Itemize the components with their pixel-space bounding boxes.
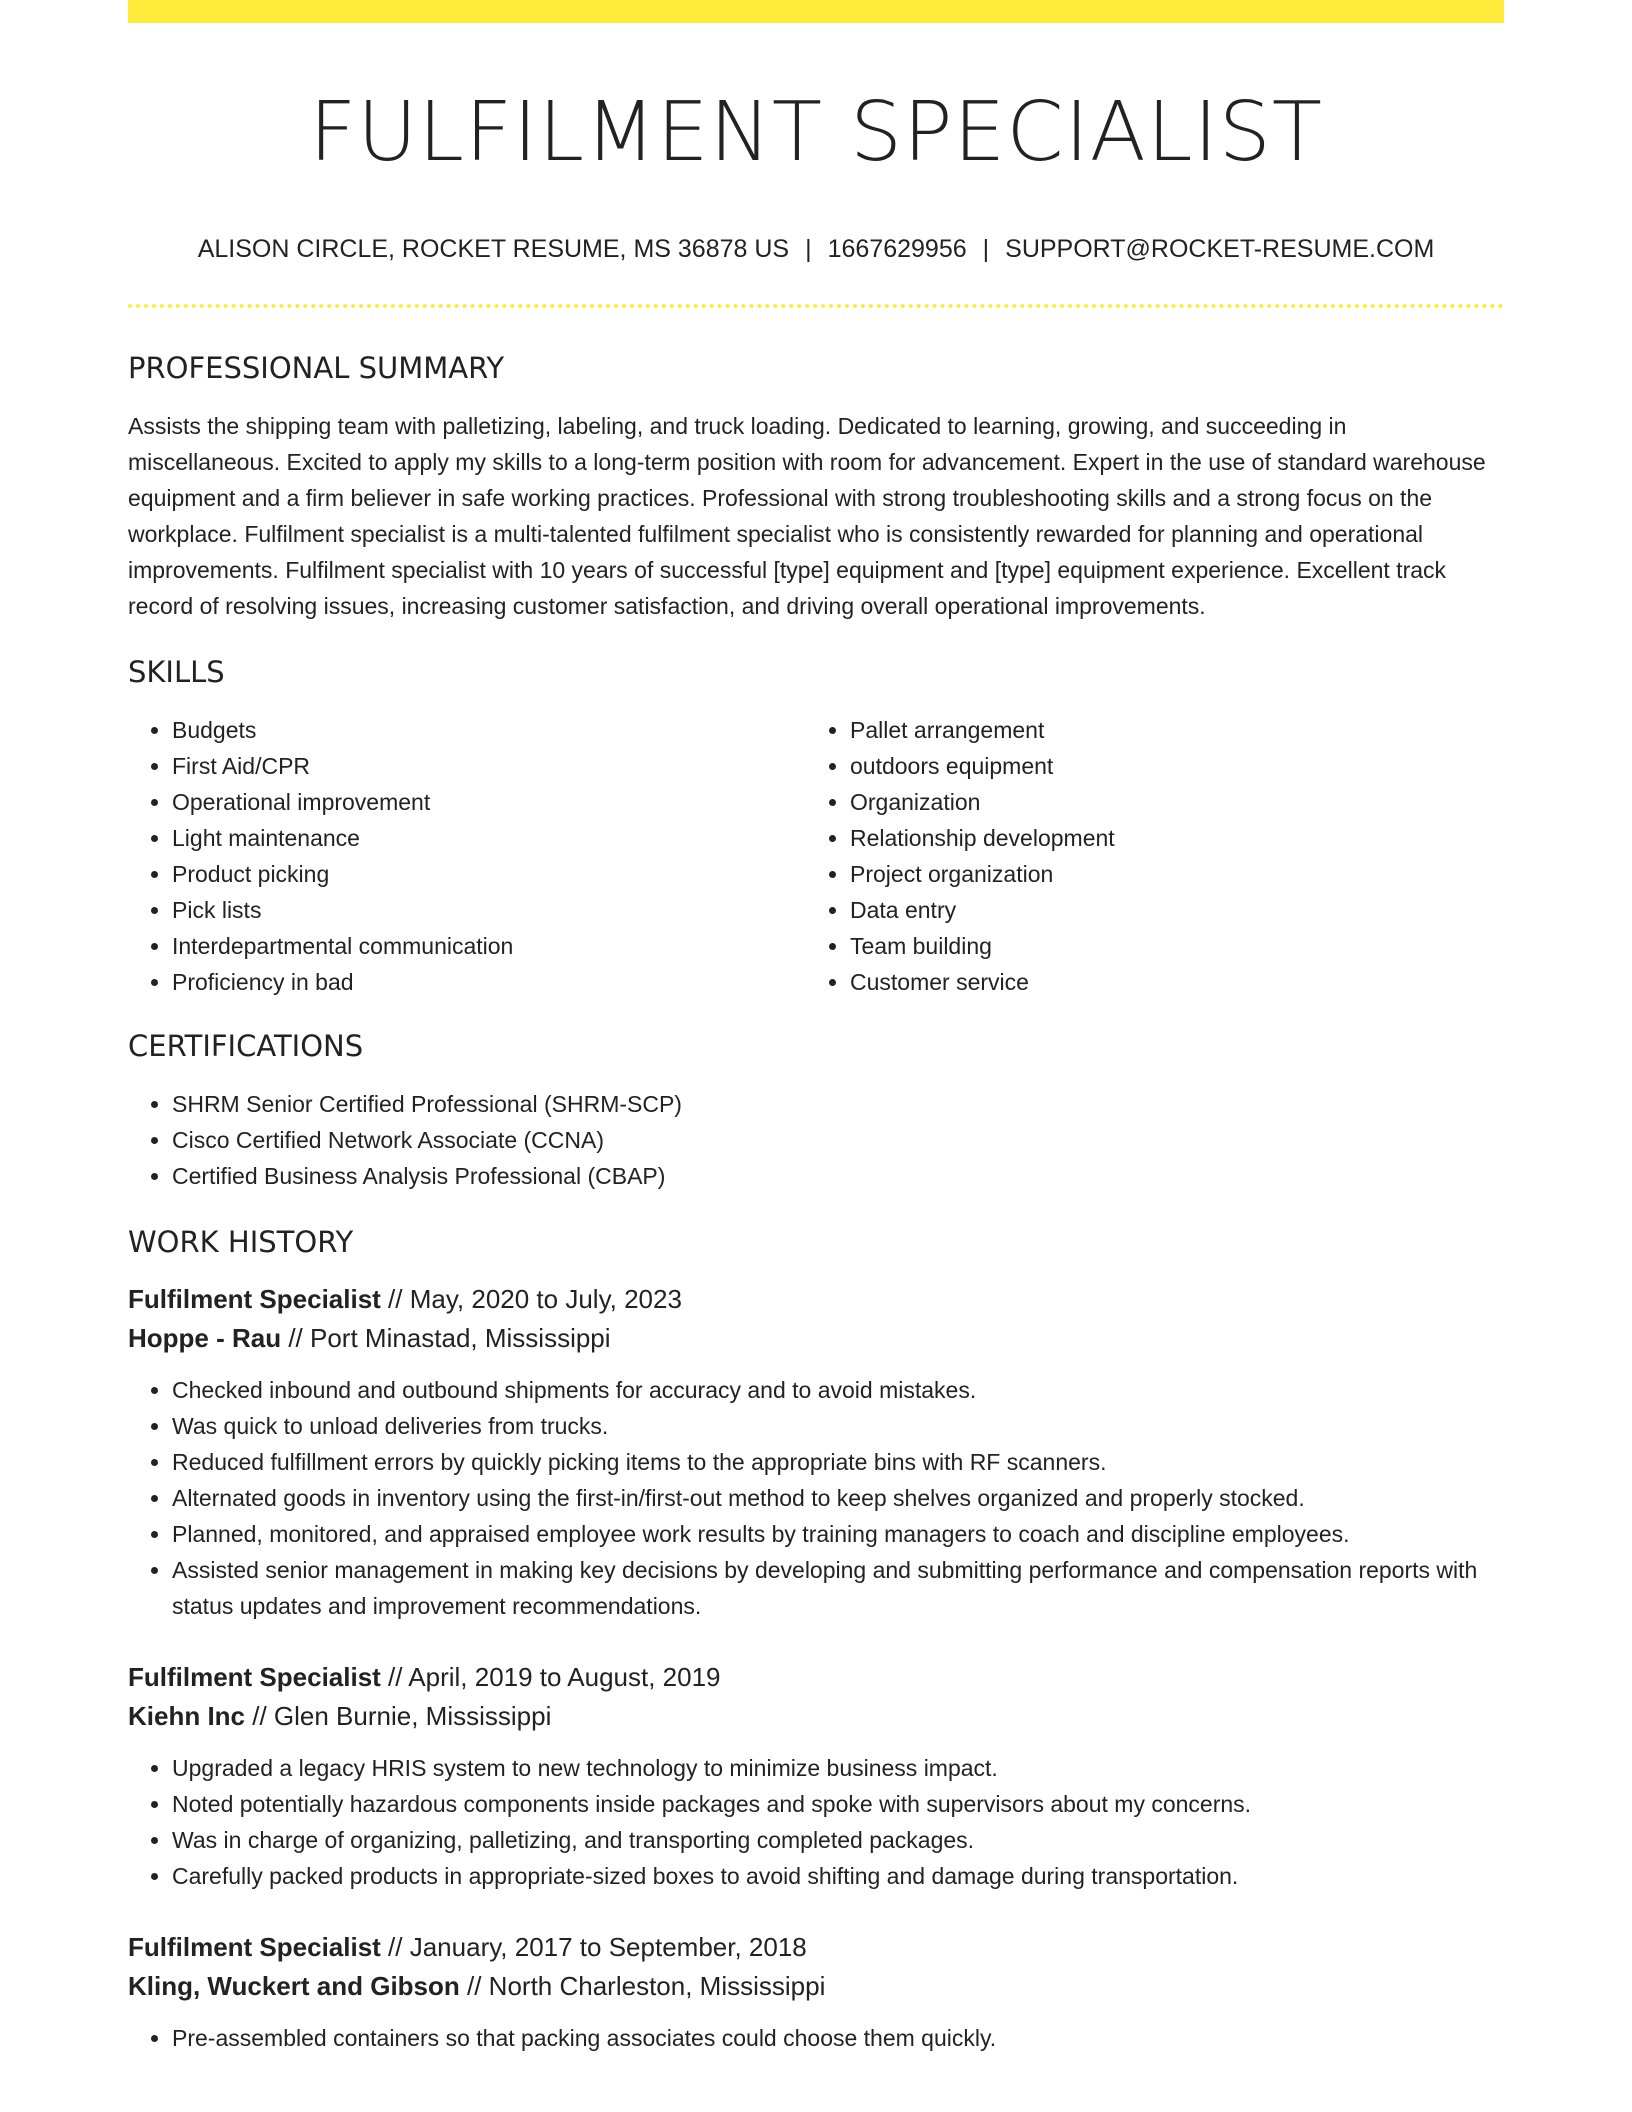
- job-bullet: • Alternated goods in inventory using the first-in/first-out method to keep shelves organized and properly stocked.: [172, 1480, 1504, 1516]
- job-company: Kling, Wuckert and Gibson: [128, 1971, 460, 2001]
- job-title-line: [128, 1928, 1504, 1967]
- job-bullets: [128, 1372, 1504, 1624]
- certification-item: • SHRM Senior Certified Professional (SHRM-SCP): [172, 1086, 1504, 1122]
- job-dates: // May, 2020 to July, 2023: [380, 1284, 682, 1314]
- work-history-heading: WORK HISTORY: [128, 1225, 354, 1259]
- skill-item: • Interdepartmental communication: [172, 928, 806, 964]
- job-bullet: • Was in charge of organizing, palletizing, and transporting completed packages.: [172, 1822, 1504, 1858]
- skill-item: • First Aid/CPR: [172, 748, 806, 784]
- job-bullet: • Pre-assembled containers so that packing associates could choose them quickly.: [172, 2020, 1504, 2056]
- job-bullet: • Checked inbound and outbound shipments for accuracy and to avoid mistakes.: [172, 1372, 1504, 1408]
- contact-phone: 1667629956: [827, 235, 967, 263]
- skill-item: • Budgets: [172, 712, 806, 748]
- skill-item: • Pick lists: [172, 892, 806, 928]
- skill-item: • Customer service: [850, 964, 1484, 1000]
- skill-item: • Relationship development: [850, 820, 1484, 856]
- skills-left-list: [128, 712, 806, 1000]
- skills-heading: SKILLS: [128, 655, 225, 689]
- job-bullet: • Planned, monitored, and appraised employee work results by training managers to coach and discipline employees.: [172, 1516, 1504, 1552]
- job-title: Fulfilment Specialist: [128, 1284, 381, 1314]
- job-entry: [128, 1928, 1504, 2056]
- skill-item: • Project organization: [850, 856, 1484, 892]
- skills-grid: [128, 712, 1504, 1000]
- skill-item: • outdoors equipment: [850, 748, 1484, 784]
- job-location: // Glen Burnie, Mississippi: [245, 1701, 552, 1731]
- job-bullet: • Upgraded a legacy HRIS system to new technology to minimize business impact.: [172, 1750, 1504, 1786]
- job-location: // North Charleston, Mississippi: [459, 1971, 826, 2001]
- job-dates: // January, 2017 to September, 2018: [380, 1932, 807, 1962]
- dotted-divider: [128, 304, 1504, 308]
- job-bullet: • Noted potentially hazardous components inside packages and spoke with supervisors about my concerns.: [172, 1786, 1504, 1822]
- certification-item: • Certified Business Analysis Professional (CBAP): [172, 1158, 1504, 1194]
- job-title-line: [128, 1280, 1504, 1319]
- skill-item: • Data entry: [850, 892, 1484, 928]
- contact-separator: |: [805, 235, 812, 263]
- contact-line: [128, 233, 1504, 265]
- skill-item: • Pallet arrangement: [850, 712, 1484, 748]
- accent-bar: [128, 0, 1504, 23]
- job-entry: [128, 1658, 1504, 1894]
- resume-title: FULFILMENT SPECIALIST: [309, 85, 1323, 180]
- job-title: Fulfilment Specialist: [128, 1662, 381, 1692]
- resume-page: [128, 0, 1504, 2056]
- contact-email: SUPPORT@ROCKET-RESUME.COM: [1005, 235, 1435, 263]
- skill-item: • Light maintenance: [172, 820, 806, 856]
- job-bullet: • Was quick to unload deliveries from trucks.: [172, 1408, 1504, 1444]
- job-dates: // April, 2019 to August, 2019: [380, 1662, 721, 1692]
- job-bullet: • Carefully packed products in appropriate-sized boxes to avoid shifting and damage during transportation.: [172, 1858, 1504, 1894]
- job-title-line: [128, 1658, 1504, 1697]
- job-company: Hoppe - Rau: [128, 1323, 282, 1353]
- certifications-heading: CERTIFICATIONS: [128, 1029, 364, 1063]
- contact-address: ALISON CIRCLE, ROCKET RESUME, MS 36878 US: [197, 235, 790, 263]
- skill-item: • Operational improvement: [172, 784, 806, 820]
- skill-item: • Team building: [850, 928, 1484, 964]
- job-company-line: [128, 1697, 1504, 1736]
- contact-separator: |: [982, 235, 990, 263]
- summary-heading: PROFESSIONAL SUMMARY: [128, 351, 505, 385]
- summary-text: Assists the shipping team with palletizing, labeling, and truck loading. Dedicated to learning, growing, and succeeding in miscellaneous. Excited to apply my skills to a long-term position with room for advancement. Expert in the use of standard warehouse equipment and a firm believer in safe working practices. Professional with strong troubleshooting skills and a strong focus on the workplace. Fulfilment specialist is a multi-talented fulfilment specialist who is consistently rewarded for planning and operational improvements. Fulfilment specialist with 10 years of successful [type] equipment and [type] equipment experience. Excellent track record of resolving issues, increasing customer satisfaction, and driving overall operational improvements.: [128, 413, 1486, 619]
- job-bullets: [128, 2020, 1504, 2056]
- skill-item: • Organization: [850, 784, 1484, 820]
- certifications-list: [128, 1086, 1504, 1194]
- job-company-line: [128, 1967, 1504, 2006]
- job-bullet: • Reduced fulfillment errors by quickly picking items to the appropriate bins with RF scanners.: [172, 1444, 1504, 1480]
- skill-item: • Proficiency in bad: [172, 964, 806, 1000]
- job-bullet: • Assisted senior management in making key decisions by developing and submitting performance and compensation reports with status updates and improvement recommendations.: [172, 1552, 1504, 1624]
- job-title: Fulfilment Specialist: [128, 1932, 381, 1962]
- skill-item: • Product picking: [172, 856, 806, 892]
- job-bullets: [128, 1750, 1504, 1894]
- skills-right-list: [806, 712, 1484, 1000]
- job-entry: [128, 1280, 1504, 1624]
- job-company-line: [128, 1319, 1504, 1358]
- job-company: Kiehn Inc: [128, 1701, 246, 1731]
- job-location: // Port Minastad, Mississippi: [281, 1323, 611, 1353]
- certification-item: • Cisco Certified Network Associate (CCNA): [172, 1122, 1504, 1158]
